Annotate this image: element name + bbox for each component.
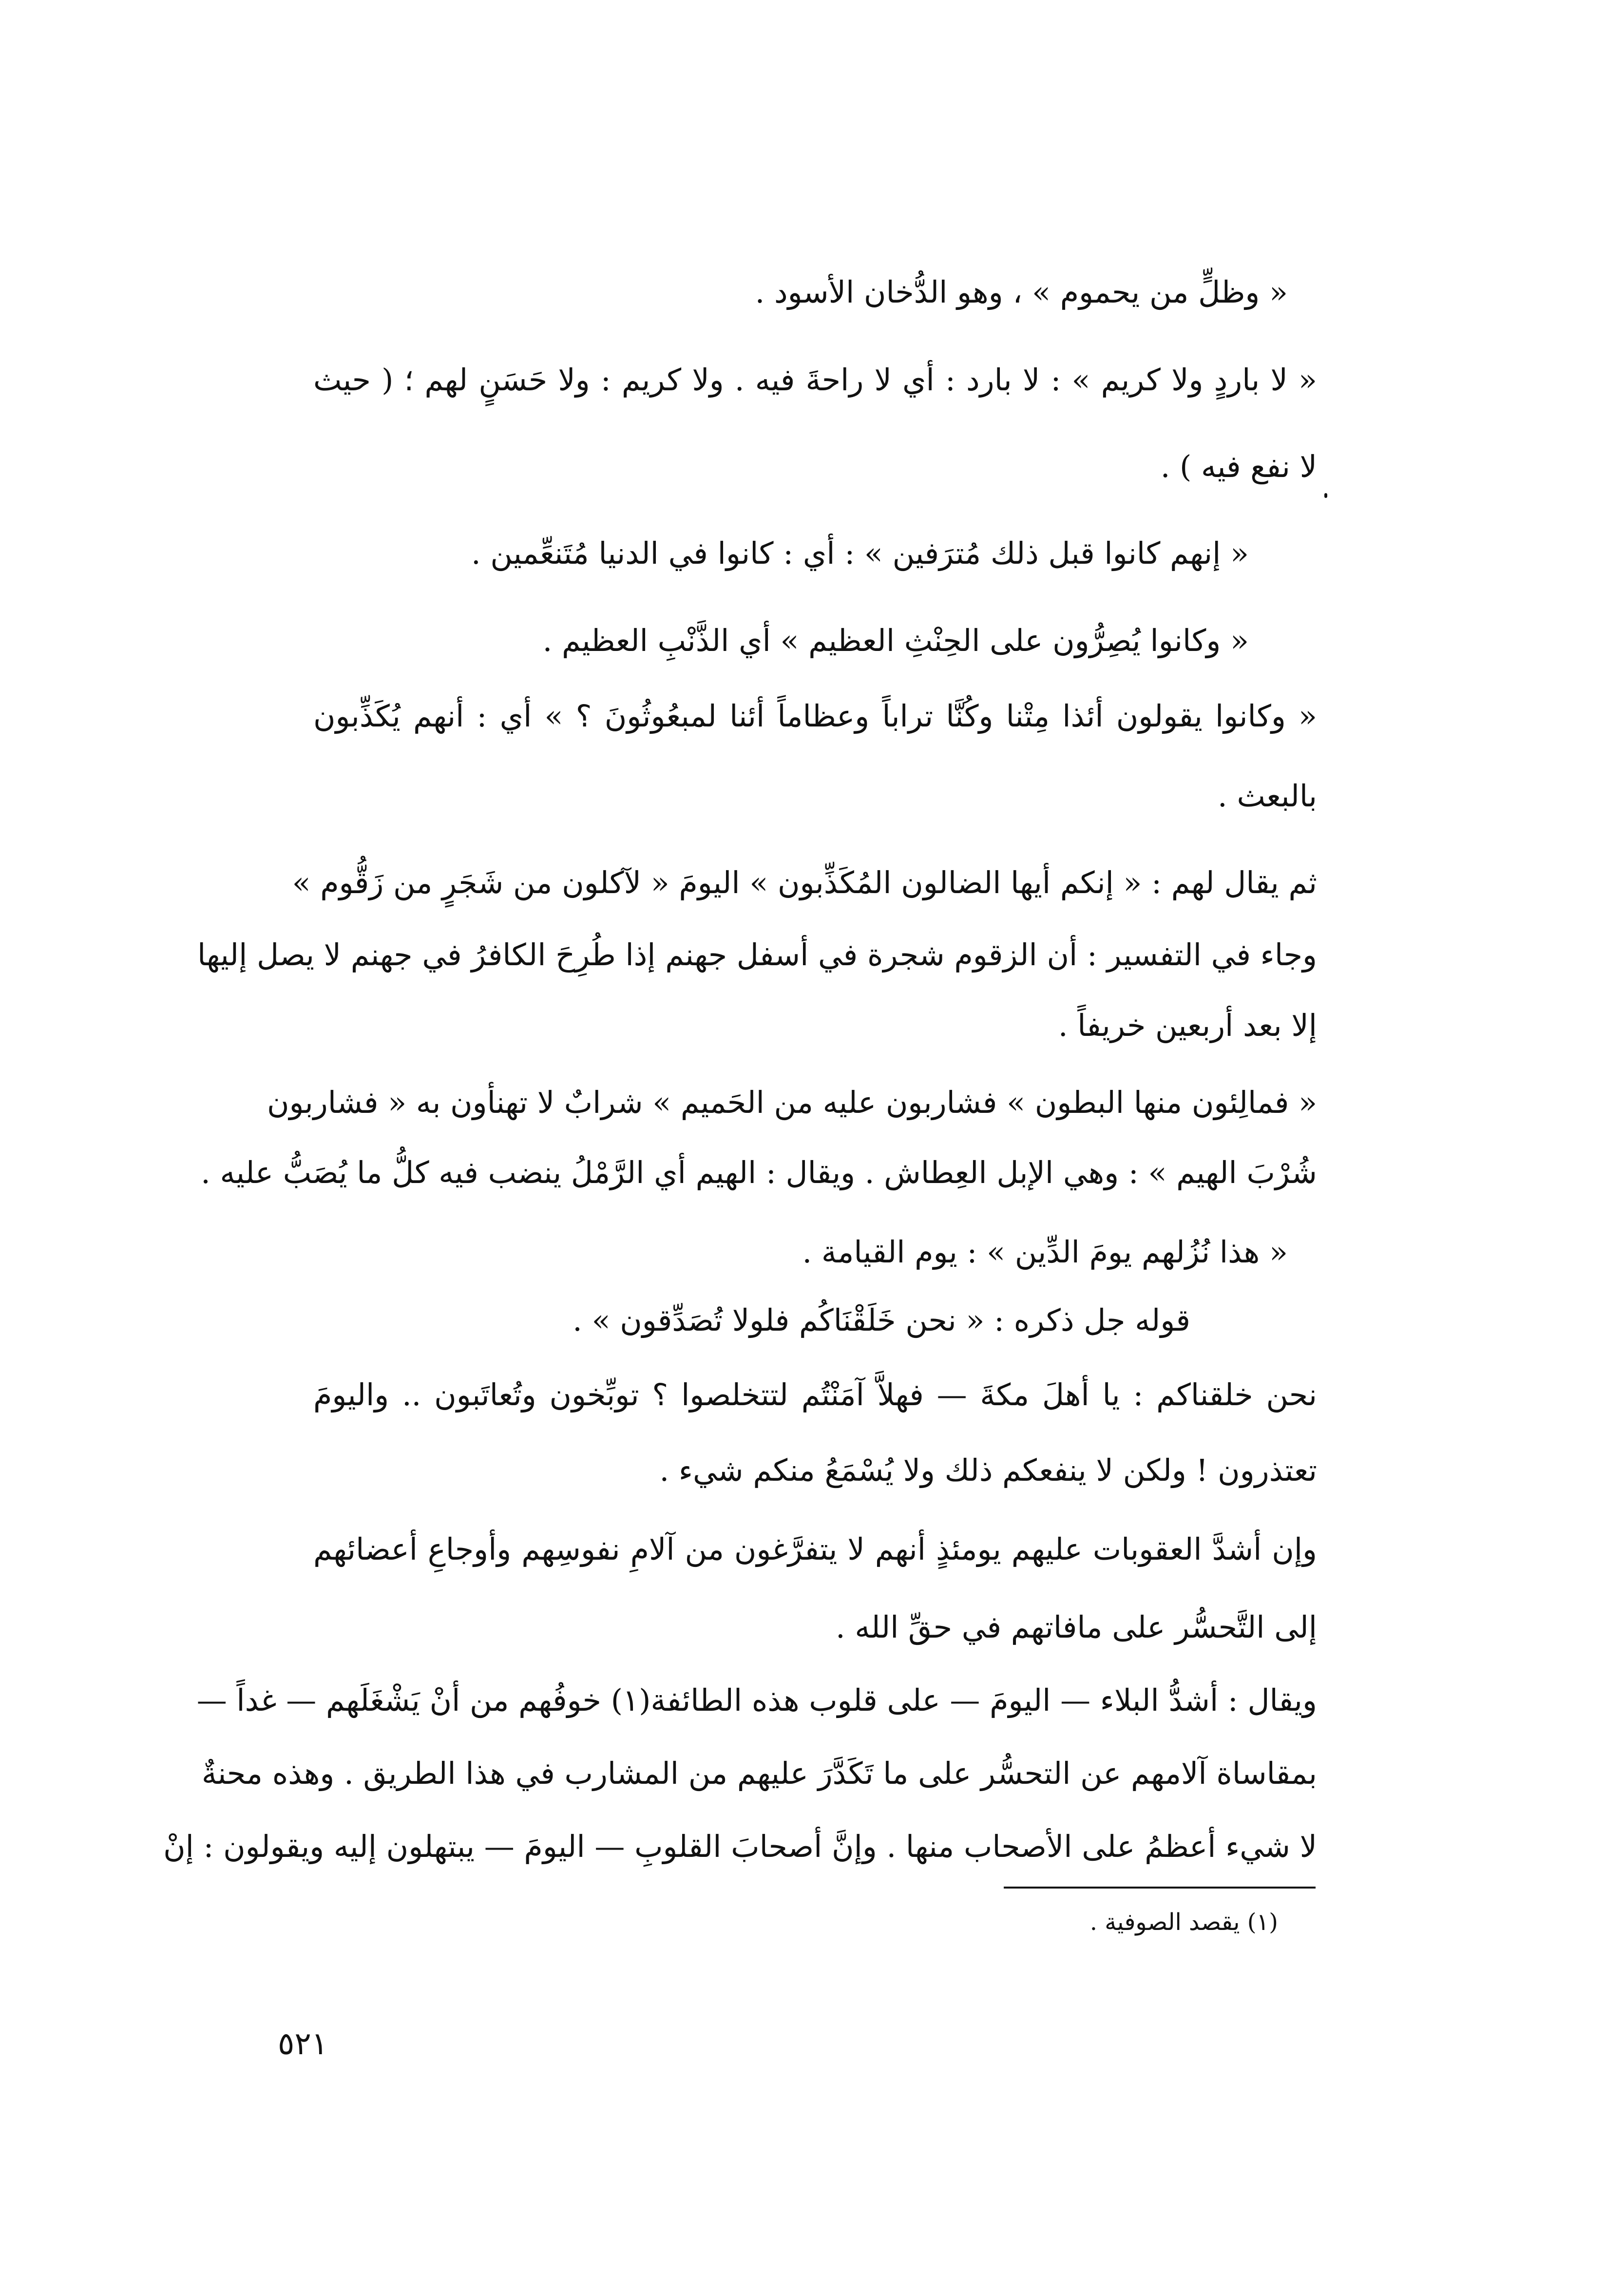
text-line: « وكانوا يُصِرُّون على الحِنْثِ العظيم » أي الذَّنْبِ العظيم . [542,623,1249,658]
text-line: إلا بعد أربعين خريفاً . [1058,1008,1317,1043]
text-line: إلى التَّحسُّر على مافاتهم في حقِّ الله . [836,1609,1317,1645]
text-line: « وكانوا يقولون أئذا مِتْنا وكُنَّا تراباً وعظاماً أئنا لمبعُوثُونَ ؟ » أي : أنهم يُكَذِّبون [313,698,1317,734]
text-line: وإن أشدَّ العقوبات عليهم يومئذٍ أنهم لا يتفرَّغون من آلامِ نفوسِهم وأوجاعِ أعضائهم [313,1531,1317,1567]
text-line: ويقال : أشدُّ البلاء — اليومَ — على قلوب هذه الطائفة(١) خوفُهم من أنْ يَشْغَلَهم — غداً — [196,1682,1317,1718]
text-line: وجاء في التفسير : أن الزقوم شجرة في أسفل جهنم إذا طُرِحَ الكافرُ في جهنم لا يصل إليها [197,937,1317,973]
text-line: نحن خلقناكم : يا أهلَ مكةَ — فهلاَّ آمَنْتُم لتتخلصوا ؟ توبِّخون وتُعاتَبون .. واليومَ [313,1377,1317,1413]
text-line: « وظلٍّ من يحموم » ، وهو الدُّخان الأسود . [755,274,1288,310]
text-line: « لا باردٍ ولا كريم » : لا بارد : أي لا راحةَ فيه . ولا كريم : ولا حَسَنٍ لهم ؛ ( حيث [313,362,1317,398]
text-line: تعتذرون ! ولكن لا ينفعكم ذلك ولا يُسْمَعُ منكم شيء . [659,1452,1317,1488]
text-line: لا نفع فيه ) . [1160,449,1317,484]
margin-mark [1324,493,1327,498]
text-line: « فمالِئون منها البطون » فشاربون عليه من الحَميم » شرابٌ لا تهنأون به « فشاربون [267,1085,1317,1120]
text-line: « إنهم كانوا قبل ذلك مُترَفين » : أي : كانوا في الدنيا مُتَنعِّمين . [471,535,1249,571]
text-line: لا شيء أعظمُ على الأصحاب منها . وإنَّ أصحابَ القلوبِ — اليومَ — يبتهلون إليه ويقولون : إنْ [163,1829,1317,1864]
text-line: بالبعث . [1218,778,1317,814]
text-line: « هذا نُزُلهم يومَ الدِّين » : يوم القيامة . [802,1234,1288,1270]
footnote-separator [1004,1887,1316,1889]
text-line: قوله جل ذكره : « نحن خَلَقْنَاكُم فلولا تُصَدِّقون » . [573,1302,1190,1338]
text-line: ثم يقال لهم : « إنكم أيها الضالون المُكَذِّبون » اليومَ « لآكلون من شَجَرٍ من زَقُّوم » [292,865,1317,900]
footnote: (١) يقصد الصوفية . [1089,1909,1278,1936]
page-number: ٥٢١ [278,2026,328,2062]
text-line: شُرْبَ الهيم » : وهي الإبل العِطاش . ويقال : الهيم أي الرَّمْلُ ينضب فيه كلُّ ما يُصَبُّ عليه . [201,1155,1317,1190]
text-line: بمقاساة آلامهم عن التحسُّر على ما تَكَدَّرَ عليهم من المشارب في هذا الطريق . وهذه محنةٌ [201,1756,1317,1791]
